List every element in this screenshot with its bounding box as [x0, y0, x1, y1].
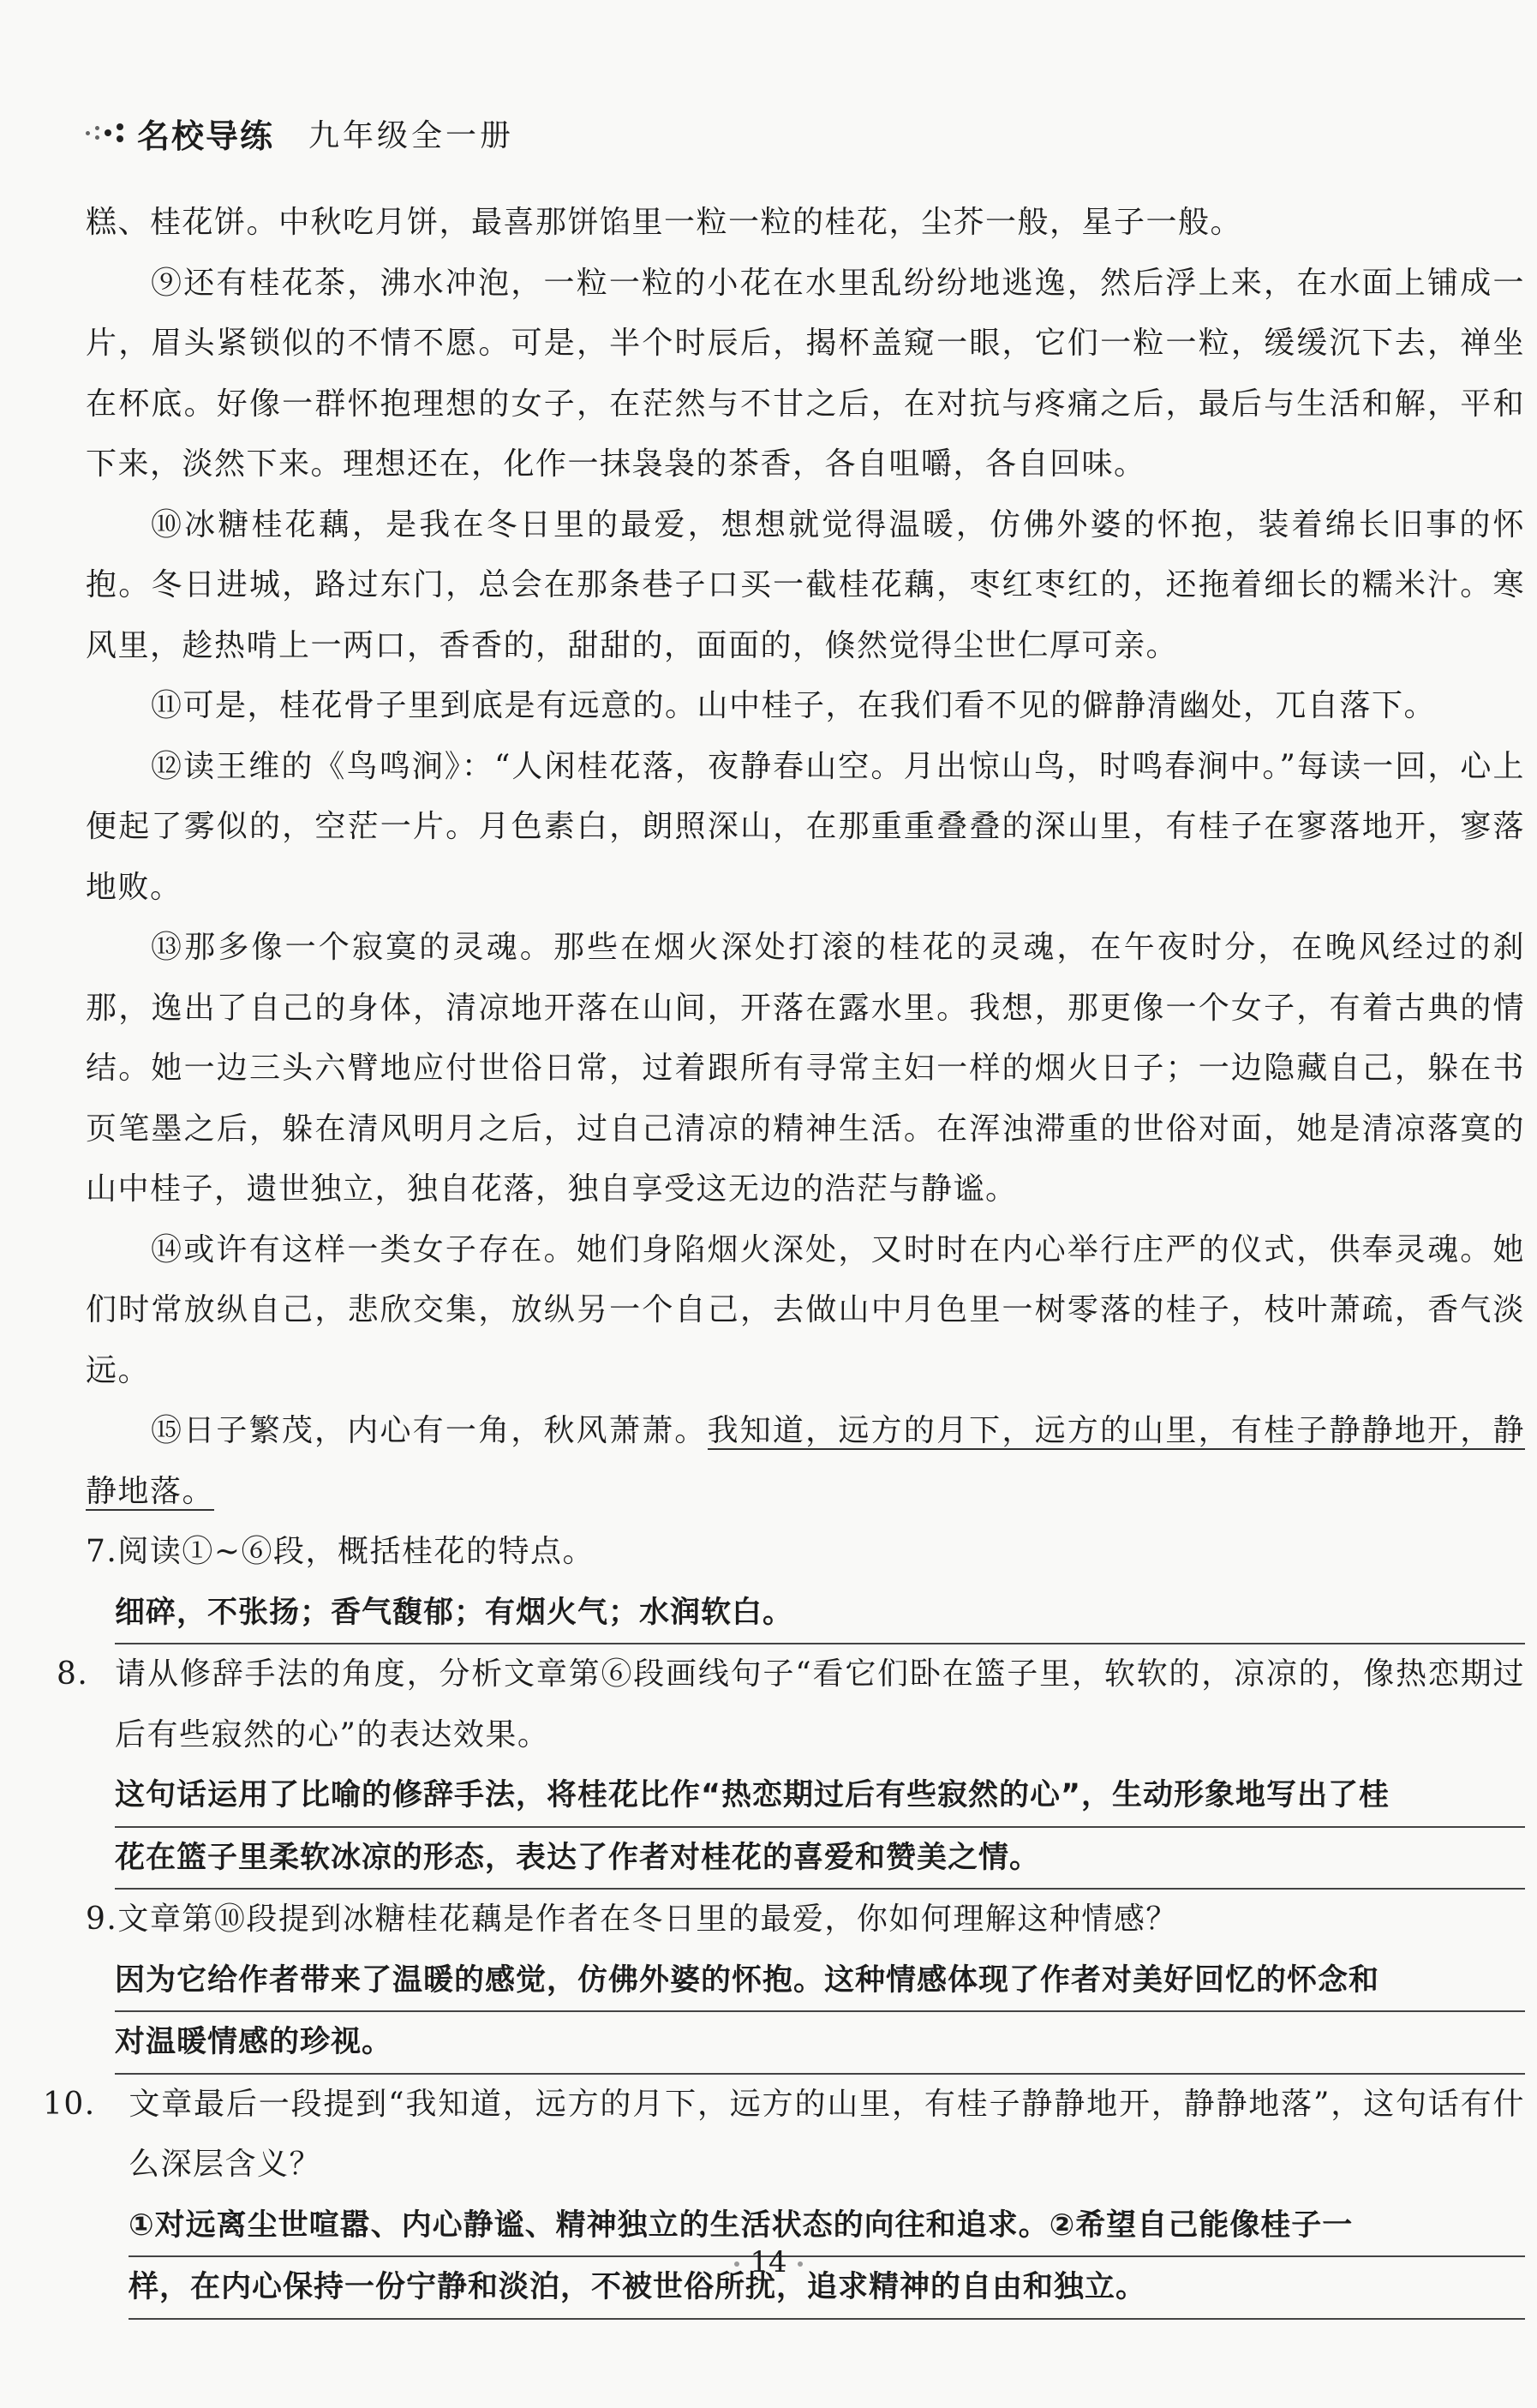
header-grade: 九年级全一册	[308, 117, 515, 153]
header-brand: 名校导练	[137, 117, 275, 155]
paragraph: ⑫读王维的《鸟鸣涧》：“人闲桂花落，夜静春山空。月出惊山鸟，时鸣春涧中。”每读一回，心上便起了雾似的，空茫一片。月色素白，朗照深山，在那重重叠叠的深山里，有桂子在寥落地开，寥落地败。	[86, 748, 1525, 905]
answer-line: 细碎，不张扬；香气馥郁；有烟火气；水润软白。	[115, 1583, 1525, 1645]
answer-line: 对温暖情感的珍视。	[115, 2012, 1525, 2075]
question-number: 8.	[57, 1656, 89, 1692]
answer-block	[86, 1950, 1525, 2075]
question-9	[86, 1890, 1525, 2075]
question-number: 10.	[43, 2086, 96, 2122]
question-7	[86, 1522, 1525, 1644]
page-number	[0, 2245, 1537, 2279]
question-8	[57, 1644, 1525, 1890]
answer-line: 这句话运用了比喻的修辞手法，将桂花比作“热恋期过后有些寂然的心”，生动形象地写出了桂	[115, 1765, 1525, 1828]
paragraph: 糕、桂花饼。中秋吃月饼，最喜那饼馅里一粒一粒的桂花，尘芥一般，星子一般。	[86, 205, 1243, 240]
paragraph: ⑬那多像一个寂寞的灵魂。那些在烟火深处打滚的桂花的灵魂，在午夜时分，在晚风经过的刹那，逸出了自己的身体，清凉地开落在山间，开落在露水里。我想，那更像一个女子，有着古典的情结。她一边三头六臂地应付世俗日常，过着跟所有寻常主妇一样的烟火日子；一边隐藏自己，躲在书页笔墨之后，躲在清风明月之后，过自己清凉的精神生活。在浑浊滞重的世俗对面，她是清凉落寞的山中桂子，遗世独立，独自花落，独自享受这无边的浩茫与静谧。	[86, 930, 1525, 1207]
question-text: 阅读①~⑥段，概括桂花的特点。	[117, 1534, 595, 1569]
underlined-sentence: 我知道，远方的月下，远方的山里，有桂子静静地开，静静地落。	[86, 1413, 1525, 1509]
question-text: 文章最后一段提到“我知道，远方的月下，远方的山里，有桂子静静地开，静静地落”，这句话有什么深层含义？	[129, 2086, 1525, 2182]
question-text: 文章第⑩段提到冰糖桂花藕是作者在冬日里的最爱，你如何理解这种情感？	[117, 1902, 1178, 1937]
answer-line: ①对远离尘世喧嚣、内心静谧、精神独立的生活状态的向往和追求。②希望自己能像桂子一	[129, 2195, 1525, 2258]
answer-line: 因为它给作者带来了温暖的感觉，仿佛外婆的怀抱。这种情感体现了作者对美好回忆的怀念和	[115, 1950, 1525, 2013]
question-text: 请从修辞手法的角度，分析文章第⑥段画线句子“看它们卧在篮子里，软软的，凉凉的，像热恋期过后有些寂然的心”的表达效果。	[115, 1656, 1525, 1752]
paragraph: ⑨还有桂花茶，沸水冲泡，一粒一粒的小花在水里乱纷纷地逃逸，然后浮上来，在水面上铺成一片，眉头紧锁似的不情不愿。可是，半个时辰后，揭杯盖窥一眼，它们一粒一粒，缓缓沉下去，禅坐在杯底。好像一群怀抱理想的女子，在茫然与不甘之后，在对抗与疼痛之后，最后与生活和解，平和下来，淡然下来。理想还在，化作一抹袅袅的茶香，各自咀嚼，各自回味。	[86, 265, 1525, 482]
answer-block	[86, 1583, 1525, 1645]
page-header	[86, 103, 514, 163]
question-10	[43, 2075, 1525, 2320]
answer-block	[86, 1765, 1525, 1890]
paragraph-last-prefix: ⑮日子繁茂，内心有一角，秋风萧萧。	[151, 1413, 708, 1448]
page-number-text: 14	[750, 2245, 787, 2279]
header-dots-icon	[86, 123, 123, 142]
question-number: 7.	[86, 1534, 118, 1569]
main-content	[43, 193, 1525, 2320]
paragraph: ⑪可是，桂花骨子里到底是有远意的。山中桂子，在我们看不见的僻静清幽处，兀自落下。	[151, 688, 1437, 723]
answer-line: 花在篮子里柔软冰凉的形态，表达了作者对桂花的喜爱和赞美之情。	[115, 1828, 1525, 1890]
question-number: 9.	[86, 1902, 118, 1937]
paragraph: ⑩冰糖桂花藕，是我在冬日里的最爱，想想就觉得温暖，仿佛外婆的怀抱，装着绵长旧事的怀抱。冬日进城，路过东门，总会在那条巷子口买一截桂花藕，枣红枣红的，还拖着细长的糯米汁。寒风里，趁热啃上一两口，香香的，甜甜的，面面的，倏然觉得尘世仁厚可亲。	[86, 506, 1525, 663]
paragraph-last	[86, 1401, 1525, 1522]
bullet-dot-icon	[734, 2261, 739, 2267]
bullet-dot-icon	[798, 2261, 803, 2267]
paragraph: ⑭或许有这样一类女子存在。她们身陷烟火深处，又时时在内心举行庄严的仪式，供奉灵魂。她们时常放纵自己，悲欣交集，放纵另一个自己，去做山中月色里一树零落的桂子，枝叶萧疏，香气淡远。	[86, 1231, 1525, 1388]
answer-line: 样，在内心保持一份宁静和淡泊，不被世俗所扰，追求精神的自由和独立。	[129, 2257, 1525, 2320]
